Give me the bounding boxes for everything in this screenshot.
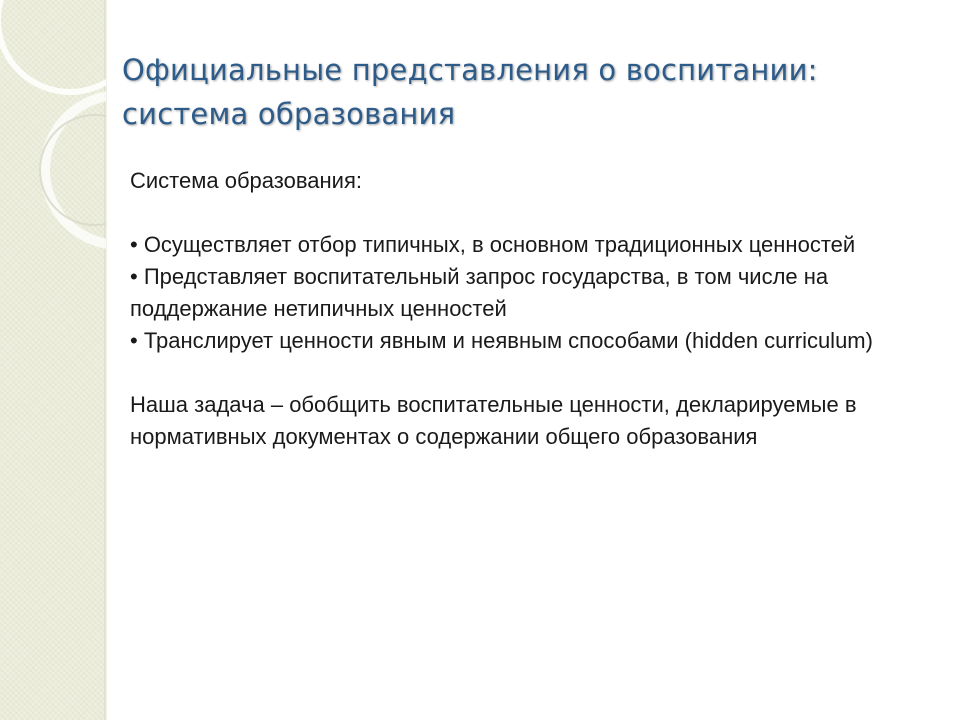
spacer	[130, 357, 890, 389]
slide-title-line-1: Официальные представления о воспитании:	[122, 53, 818, 87]
decorative-circles	[0, 0, 106, 260]
slide-title	[122, 48, 922, 136]
intro-text: Система образования:	[130, 168, 362, 193]
bullet-item: • Представляет воспитательный запрос государства, в том числе на поддержание нетипичных ценностей	[130, 264, 829, 321]
bullet-item: • Транслирует ценности явным и неявным способами (hidden curriculum)	[130, 328, 873, 353]
slide-body	[130, 165, 890, 453]
spacer	[130, 197, 890, 229]
conclusion-text: Наша задача – обобщить воспитательные ценности, декларируемые в нормативных документах о содержании общего образования	[130, 392, 857, 449]
bullet-item: • Осуществляет отбор типичных, в основном традиционных ценностей	[130, 232, 856, 257]
slide-title-line-2: система образования	[122, 97, 456, 131]
